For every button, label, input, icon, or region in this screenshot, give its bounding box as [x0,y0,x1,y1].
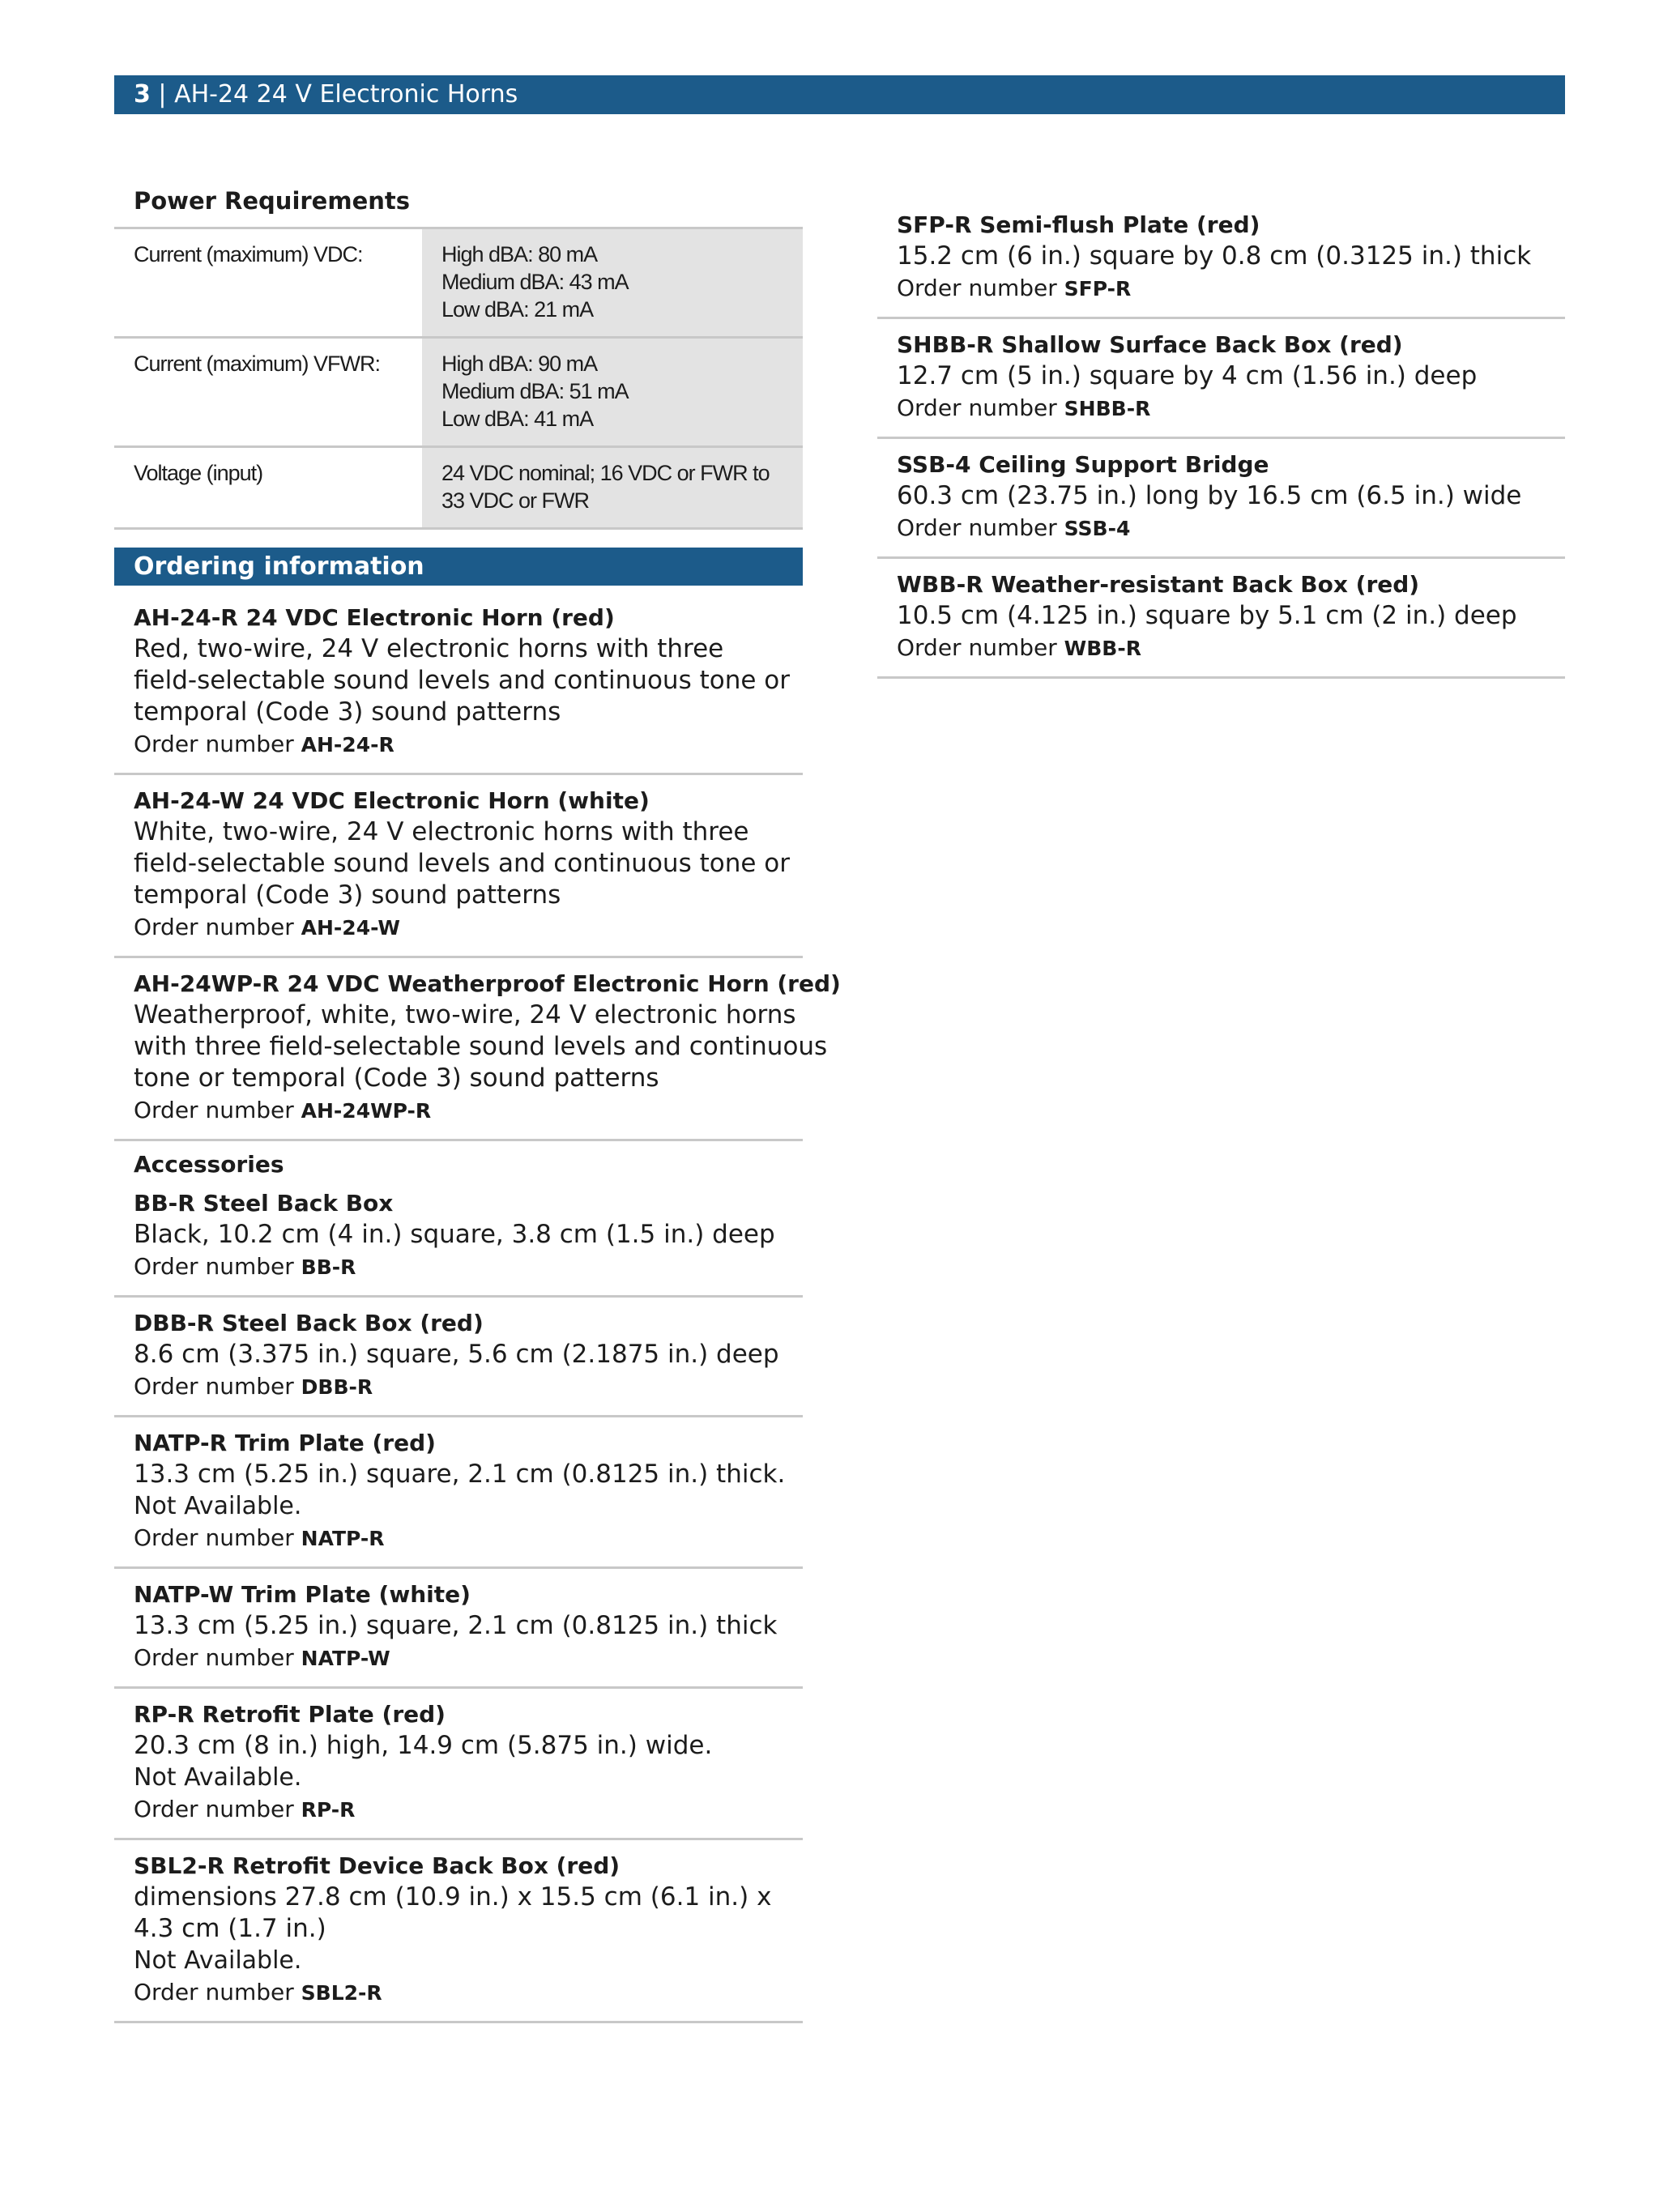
order-number-label: Order number [134,1097,294,1123]
power-value-line: Low dBA: 21 mA [441,297,594,322]
power-row [114,228,803,338]
description-line: 60.3 cm (23.75 in.) long by 16.5 cm (6.5 in.) wide [897,481,1522,510]
order-code: RP-R [301,1798,356,1822]
product-item [114,1569,803,1689]
power-value-line: High dBA: 80 mA [441,242,598,266]
product-item [877,199,1565,319]
description-line: Red, two-wire, 24 V electronic horns with three [134,634,724,663]
description-line: 4.3 cm (1.7 in.) [134,1914,326,1943]
page-header [114,75,1565,114]
product-title: SFP-R Semi-flush Plate (red) [897,211,1260,238]
power-value-line: 33 VDC or FWR [441,488,590,513]
product-item [114,958,841,1141]
product-description [134,1339,803,1370]
product-description [134,816,803,911]
product-item [114,1840,803,2023]
accessory-items-continued [877,199,1565,679]
order-number [134,1094,803,1127]
power-row [114,447,803,529]
order-number [134,1642,803,1674]
product-item [114,1417,803,1569]
product-title: SHBB-R Shallow Surface Back Box (red) [897,331,1403,358]
description-line: with three field-selectable sound levels and continuous [134,1032,828,1061]
product-title: NATP-R Trim Plate (red) [134,1430,436,1456]
description-line: 20.3 cm (8 in.) high, 14.9 cm (5.875 in.) wide. [134,1731,713,1760]
description-line: temporal (Code 3) sound patterns [134,697,561,727]
power-value-line: Low dBA: 41 mA [441,407,594,431]
order-number [134,1522,803,1554]
document-title: AH-24 24 V Electronic Horns [174,80,518,109]
product-description [134,1730,803,1762]
order-number [134,911,803,944]
power-value-line: Medium dBA: 51 mA [441,379,629,403]
product-item [877,439,1565,559]
product-title: AH-24-R 24 VDC Electronic Horn (red) [134,604,615,631]
description-line: tone or temporal (Code 3) sound patterns [134,1063,659,1093]
product-description [897,600,1565,632]
power-value-line: Medium dBA: 43 mA [441,270,629,294]
product-description [134,999,828,1094]
order-number-label: Order number [134,1253,294,1280]
product-item [877,559,1565,679]
accessory-items [114,1183,803,2023]
order-code: NATP-R [301,1527,385,1550]
power-value-line: High dBA: 90 mA [441,352,598,376]
product-item [114,1298,803,1417]
description-line: dimensions 27.8 cm (10.9 in.) x 15.5 cm (6.1 in.) x [134,1882,772,1912]
description-line: 13.3 cm (5.25 in.) square, 2.1 cm (0.8125 in.) thick. [134,1460,786,1489]
description-line: temporal (Code 3) sound patterns [134,880,561,910]
power-row-label: Current (maximum) VFWR: [114,338,422,447]
order-code: SHBB-R [1064,397,1151,420]
order-code: SFP-R [1064,277,1132,300]
order-code: DBB-R [301,1375,373,1399]
order-number [897,632,1565,664]
product-item [114,1689,803,1840]
order-number-label: Order number [897,394,1057,421]
order-number [134,1251,803,1283]
accessories-heading: Accessories [134,1151,284,1178]
description-line: 10.5 cm (4.125 in.) square by 5.1 cm (2 in.) deep [897,601,1517,630]
description-line: 8.6 cm (3.375 in.) square, 5.6 cm (2.1875 in.) deep [134,1340,779,1369]
availability-note: Not Available. [134,1946,302,1975]
order-number-label: Order number [134,1796,294,1822]
description-line: 12.7 cm (5 in.) square by 4 cm (1.56 in.) deep [897,361,1478,390]
power-row-label: Voltage (input) [114,447,422,529]
order-number [134,1976,803,2009]
product-description [134,633,803,728]
order-number [897,272,1565,305]
ordering-information-heading: Ordering information [114,548,803,586]
power-row-value [422,338,803,447]
product-item [877,319,1565,439]
order-code: AH-24-R [301,733,394,757]
order-code: SSB-4 [1064,517,1131,540]
description-line: field-selectable sound levels and continuous tone or [134,666,790,695]
order-number-label: Order number [134,1524,294,1551]
product-item [114,1183,803,1298]
power-requirements-table [114,227,803,530]
order-code: AH-24-W [301,916,400,940]
power-row-value [422,228,803,338]
product-title: DBB-R Steel Back Box (red) [134,1310,484,1336]
power-row [114,338,803,447]
description-line: Weatherproof, white, two-wire, 24 V electronic horns [134,1000,796,1029]
order-number-label: Order number [897,634,1057,661]
description-line: Black, 10.2 cm (4 in.) square, 3.8 cm (1.5 in.) deep [134,1220,775,1249]
right-column [877,199,1565,679]
product-title: SSB-4 Ceiling Support Bridge [897,451,1269,478]
order-number-label: Order number [897,514,1057,541]
product-description [134,1882,803,1945]
order-number-label: Order number [897,275,1057,301]
power-value-line: 24 VDC nominal; 16 VDC or FWR to [441,461,770,485]
product-item [114,586,803,775]
order-code: SBL2-R [301,1981,382,2005]
product-description [134,1219,803,1251]
power-row-value [422,447,803,529]
power-row-label: Current (maximum) VDC: [114,228,422,338]
description-line: White, two-wire, 24 V electronic horns with three [134,817,749,846]
order-number-label: Order number [134,731,294,757]
order-number-label: Order number [134,1373,294,1400]
product-title: WBB-R Weather-resistant Back Box (red) [897,571,1420,598]
product-description [134,1459,803,1490]
product-description [897,480,1565,512]
order-number-label: Order number [134,1979,294,2005]
product-title: SBL2-R Retrofit Device Back Box (red) [134,1852,621,1879]
availability-note: Not Available. [134,1492,302,1520]
product-title: AH-24-W 24 VDC Electronic Horn (white) [134,787,650,814]
power-requirements-heading: Power Requirements [134,187,411,215]
order-number [897,392,1565,424]
product-description [897,360,1565,392]
product-title: BB-R Steel Back Box [134,1190,394,1217]
order-number-label: Order number [134,1644,294,1671]
order-code: AH-24WP-R [301,1099,432,1123]
description-line: field-selectable sound levels and continuous tone or [134,849,790,878]
product-title: NATP-W Trim Plate (white) [134,1581,471,1608]
order-code: WBB-R [1064,637,1141,660]
order-number [134,728,803,761]
product-title: AH-24WP-R 24 VDC Weatherproof Electronic Horn (red) [134,970,841,997]
order-number-label: Order number [134,914,294,940]
page-number: 3 [134,80,151,109]
header-separator: | [150,80,175,109]
ordering-items [114,586,841,1141]
product-title: RP-R Retrofit Plate (red) [134,1701,446,1728]
product-item [114,775,803,958]
description-line: 13.3 cm (5.25 in.) square, 2.1 cm (0.8125 in.) thick [134,1611,778,1640]
description-line: 15.2 cm (6 in.) square by 0.8 cm (0.3125 in.) thick [897,241,1532,271]
left-column [114,183,841,2023]
product-description [897,241,1565,272]
availability-note: Not Available. [134,1763,302,1792]
product-description [134,1610,803,1642]
order-code: BB-R [301,1255,356,1279]
order-number [134,1793,803,1826]
order-number [134,1370,803,1403]
order-code: NATP-W [301,1647,390,1670]
order-number [897,512,1565,544]
